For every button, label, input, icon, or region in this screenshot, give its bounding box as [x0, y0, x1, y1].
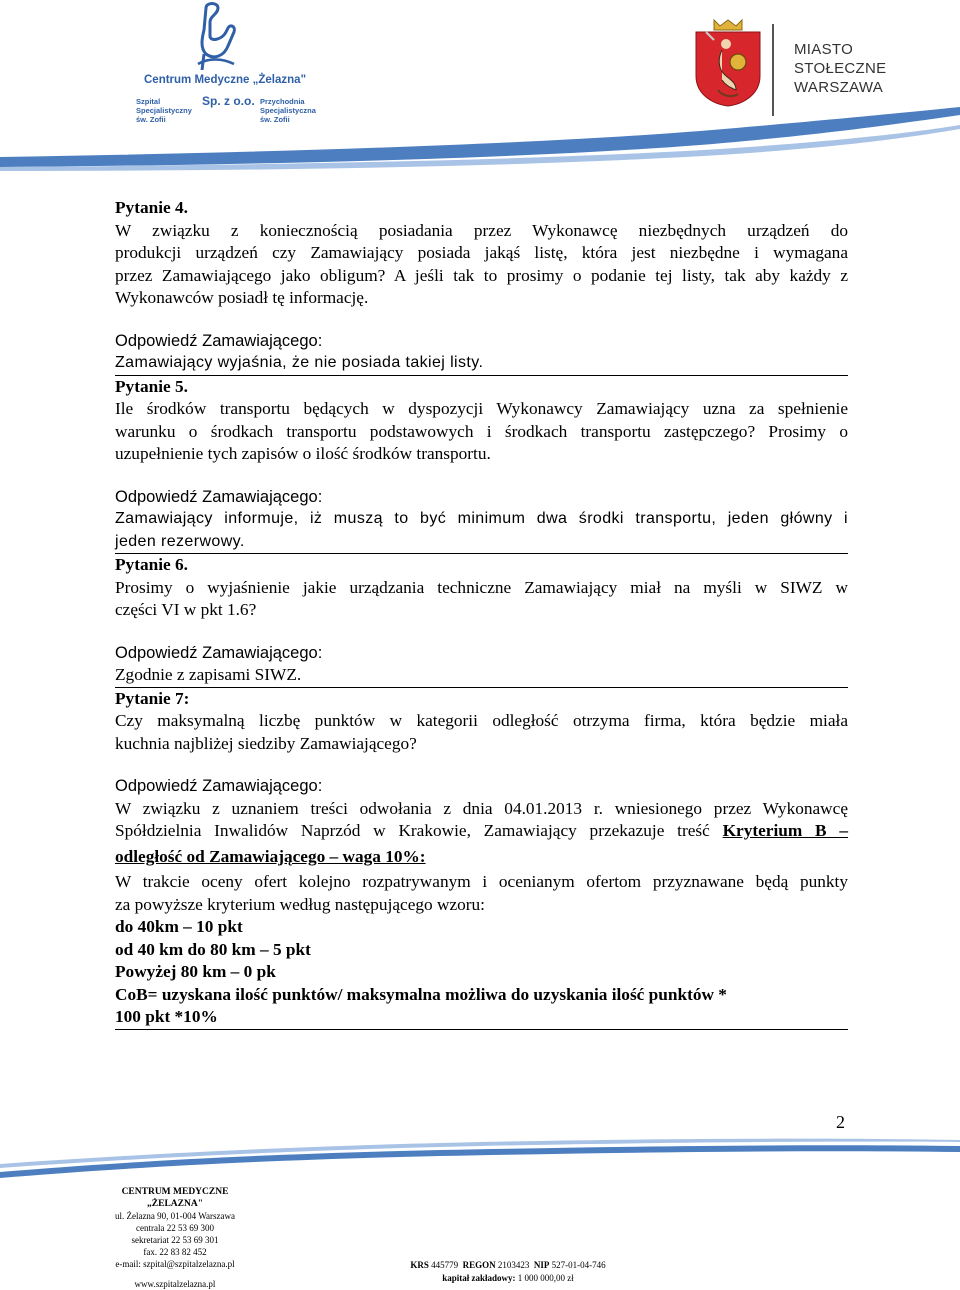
- formula-line: do 40km – 10 pkt: [115, 917, 243, 936]
- hospital-label: Szpital Specjalistyczny św. Zofii: [136, 97, 192, 124]
- header-swoosh: [0, 105, 960, 175]
- answer-7-title: Odpowiedź Zamawiającego:: [115, 777, 323, 795]
- criterion-b-title: odległość od Zamawiającego – waga 10%:: [115, 846, 426, 866]
- question-5-text-line: uzupełnienie tych zapisów o ilość środków transportu.: [115, 444, 491, 463]
- logo-divider: [772, 24, 774, 116]
- footer-fax: fax. 22 83 82 452: [143, 1247, 207, 1257]
- footer-swoosh: [0, 1132, 960, 1182]
- formula-line: CoB= uzyskana ilość punktów/ maksymalna możliwa do uzyskania ilość punktów *: [115, 984, 727, 1004]
- question-5-title: Pytanie 5.: [115, 376, 188, 396]
- footer-email[interactable]: e-mail: szpital@szpitalzelazna.pl: [115, 1259, 235, 1269]
- answer-4-text: Zamawiający wyjaśnia, że nie posiada takiej listy.: [115, 352, 848, 376]
- clinic-label: Przychodnia Specjalistyczna św. Zofii: [260, 97, 316, 124]
- answer-7-text-line: W trakcie oceny ofert kolejno rozpatrywanym i ocenianym ofertom przyznawane będą punkty: [115, 872, 848, 891]
- question-7-title: Pytanie 7:: [115, 688, 190, 708]
- document-body: [115, 197, 848, 1030]
- answer-5-text-line: jeden rezerwowy.: [115, 531, 848, 555]
- city-name: MIASTO STOŁECZNE WARSZAWA: [794, 41, 887, 96]
- question-4-text-line: produkcji urządzeń czy Zamawiający posiada jakąś listę, która jest niezbędne i wymagana: [115, 243, 848, 262]
- warsaw-city-logo: [692, 18, 892, 118]
- question-4-title: Pytanie 4.: [115, 198, 188, 217]
- answer-6-title: Odpowiedź Zamawiającego:: [115, 643, 323, 662]
- formula-line: Powyżej 80 km – 0 pk: [115, 962, 276, 981]
- question-6-text-line: części VI w pkt 1.6?: [115, 600, 257, 619]
- scoring-formula: [115, 916, 848, 1030]
- question-4-text-line: Wykonawców posiadł tę informację.: [115, 288, 369, 307]
- footer-registration: KRS 445779 REGON 2103423 NIP 527-01-04-746 kapitał zakładowy: 1 000 000,00 zł: [410, 1260, 606, 1283]
- footer-company-name: CENTRUM MEDYCZNE „ŻELAZNA": [121, 1187, 229, 1209]
- page-header: [0, 0, 960, 175]
- warsaw-crest-icon: [692, 18, 764, 108]
- answer-4-title: Odpowiedź Zamawiającego:: [115, 331, 323, 350]
- footer-contact: [100, 1186, 250, 1290]
- footer-phone-secretary: sekretariat 22 53 69 301: [131, 1235, 219, 1245]
- answer-5-title: Odpowiedź Zamawiającego:: [115, 487, 323, 506]
- question-4-text-line: W związku z koniecznością posiadania przez Wykonawcę niezbędnych urządzeń do: [115, 220, 848, 240]
- question-5-text-line: warunku o środkach transportu podstawowych i środkach transportu zastępczego? Prosimy o: [115, 421, 848, 441]
- answer-7-text-line: W związku z uznaniem treści odwołania z dnia 04.01.2013 r. wniesionego przez Wykonawcę: [115, 798, 848, 818]
- question-6-text-line: Prosimy o wyjaśnienie jakie urządzania techniczne Zamawiający miał na myśli w SIWZ w: [115, 577, 848, 597]
- footer-phone-central: centrala 22 53 69 300: [136, 1223, 214, 1233]
- question-7-text-line: Czy maksymalną liczbę punktów w kategorii odległość otrzyma firma, która będzie miała: [115, 711, 848, 730]
- formula-line: 100 pkt *10%: [115, 1007, 218, 1026]
- footer-address: ul. Żelazna 90, 01-004 Warszawa: [114, 1211, 236, 1221]
- logo-figure-icon: [188, 2, 248, 74]
- question-7-text-line: kuchnia najbliżej siedziby Zamawiającego?: [115, 733, 417, 753]
- answer-6-text: Zgodnie z zapisami SIWZ.: [115, 664, 848, 688]
- answer-7-text-line: za powyższe kryterium według następującego wzoru:: [115, 894, 485, 914]
- footer-website-link[interactable]: www.szpitalzelazna.pl: [134, 1279, 216, 1289]
- brand-name: Centrum Medyczne „Żelazna": [144, 74, 307, 86]
- question-6-title: Pytanie 6.: [115, 555, 188, 574]
- answer-7-text-line: Spółdzielnia Inwalidów Naprzód w Krakowie, Zamawiający przekazuje treść Kryterium B –: [115, 821, 848, 840]
- formula-line: od 40 km do 80 km – 5 pkt: [115, 939, 311, 959]
- question-5-text-line: Ile środków transportu będących w dyspozycji Wykonawcy Zamawiający uzna za spełnienie: [115, 399, 848, 418]
- question-4-text-line: przez Zamawiającego jako obligum? A jeśli tak to prosimy o podanie tej listy, tak aby każdy z: [115, 265, 848, 285]
- company-form: Sp. z o.o.: [202, 94, 255, 108]
- page-number: 2: [836, 1112, 845, 1132]
- criterion-b-label: Kryterium B –: [722, 821, 848, 840]
- answer-5-text-line: Zamawiający informuje, iż muszą to być minimum dwa środki transportu, jeden główny i: [115, 510, 848, 527]
